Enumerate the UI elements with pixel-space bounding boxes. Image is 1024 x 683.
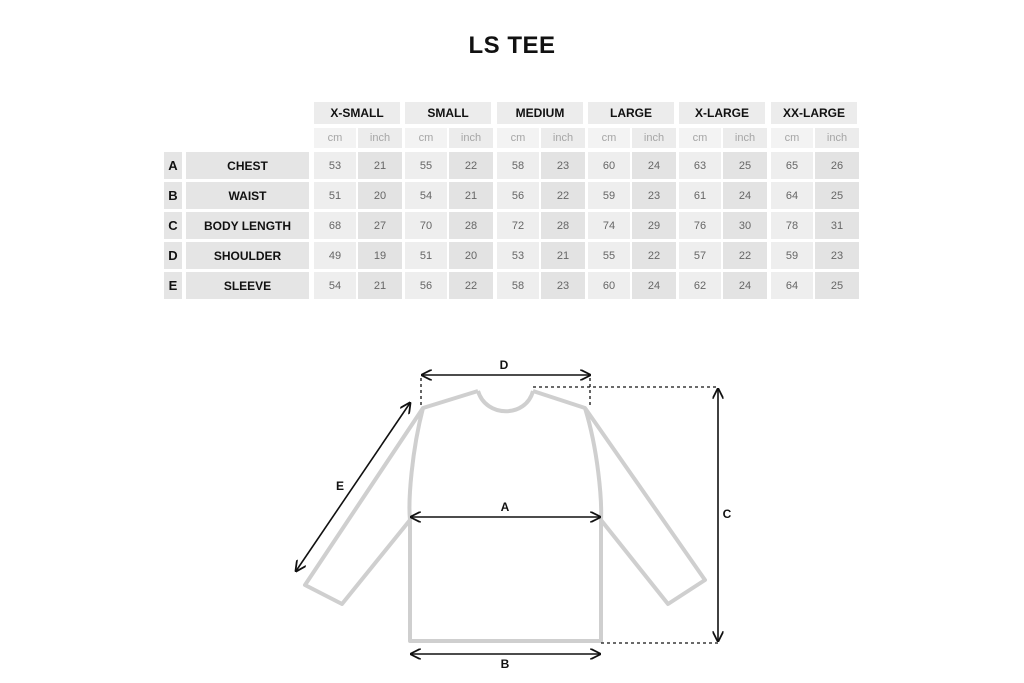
- unit-label-inch: inch: [449, 128, 493, 148]
- measurement-cell: 72: [497, 212, 539, 239]
- measurement-cell: 51: [405, 242, 447, 269]
- measurement-cell: 74: [588, 212, 630, 239]
- measurement-cell: 21: [358, 152, 402, 179]
- measurement-cell: 20: [358, 182, 402, 209]
- size-header-large: LARGE: [588, 102, 674, 124]
- measurement-cell: 68: [314, 212, 356, 239]
- measurement-cell: 55: [588, 242, 630, 269]
- measurement-cell: 59: [771, 242, 813, 269]
- dimension-e-sleeve: [296, 403, 410, 571]
- measurement-cell: 21: [449, 182, 493, 209]
- size-header-x-small: X-SMALL: [314, 102, 400, 124]
- size-header-xx-large: XX-LARGE: [771, 102, 857, 124]
- row-letter: C: [164, 212, 182, 239]
- measurement-cell: 20: [449, 242, 493, 269]
- dimension-d-label: D: [499, 358, 509, 372]
- shirt-neckline: [478, 391, 533, 411]
- measurement-cell: 49: [314, 242, 356, 269]
- measurement-cell: 23: [541, 152, 585, 179]
- unit-label-cm: cm: [588, 128, 630, 148]
- measurement-cell: 60: [588, 152, 630, 179]
- measurement-cell: 61: [679, 182, 721, 209]
- measurement-cell: 56: [497, 182, 539, 209]
- measurement-cell: 54: [314, 272, 356, 299]
- dimension-b-label: B: [500, 657, 510, 671]
- measurement-cell: 54: [405, 182, 447, 209]
- measurement-cell: 29: [632, 212, 676, 239]
- measurement-cell: 53: [497, 242, 539, 269]
- size-header-small: SMALL: [405, 102, 491, 124]
- measurement-cell: 64: [771, 272, 813, 299]
- unit-label-cm: cm: [314, 128, 356, 148]
- measurement-cell: 76: [679, 212, 721, 239]
- measurement-cell: 63: [679, 152, 721, 179]
- row-label: CHEST: [186, 152, 309, 179]
- measurement-cell: 56: [405, 272, 447, 299]
- measurement-cell: 23: [632, 182, 676, 209]
- measurement-cell: 19: [358, 242, 402, 269]
- measurement-cell: 59: [588, 182, 630, 209]
- dimension-c-body-length: [533, 387, 732, 643]
- measurement-cell: 24: [723, 182, 767, 209]
- measurement-cell: 21: [358, 272, 402, 299]
- unit-label-cm: cm: [497, 128, 539, 148]
- measurement-cell: 21: [541, 242, 585, 269]
- row-label: SHOULDER: [186, 242, 309, 269]
- unit-label-cm: cm: [771, 128, 813, 148]
- measurement-cell: 31: [815, 212, 859, 239]
- measurement-cell: 22: [632, 242, 676, 269]
- dimension-e-label: E: [335, 479, 345, 493]
- unit-label-inch: inch: [541, 128, 585, 148]
- measurement-cell: 55: [405, 152, 447, 179]
- dimension-b-waist: [411, 654, 600, 671]
- measurement-cell: 60: [588, 272, 630, 299]
- measurement-cell: 25: [723, 152, 767, 179]
- unit-label-inch: inch: [815, 128, 859, 148]
- measurement-cell: 28: [449, 212, 493, 239]
- measurement-cell: 27: [358, 212, 402, 239]
- measurement-cell: 58: [497, 152, 539, 179]
- measurement-cell: 22: [449, 272, 493, 299]
- unit-label-inch: inch: [632, 128, 676, 148]
- measurement-cell: 24: [632, 272, 676, 299]
- measurement-cell: 78: [771, 212, 813, 239]
- row-label: SLEEVE: [186, 272, 309, 299]
- measurement-cell: 58: [497, 272, 539, 299]
- measurement-cell: 57: [679, 242, 721, 269]
- measurement-cell: 25: [815, 272, 859, 299]
- measurement-cell: 65: [771, 152, 813, 179]
- measurement-cell: 62: [679, 272, 721, 299]
- measurement-cell: 23: [541, 272, 585, 299]
- dimension-c-label: C: [722, 507, 732, 521]
- unit-label-cm: cm: [405, 128, 447, 148]
- row-letter: E: [164, 272, 182, 299]
- unit-label-inch: inch: [723, 128, 767, 148]
- measurement-cell: 23: [815, 242, 859, 269]
- dimension-a-label: A: [500, 500, 510, 514]
- unit-label-cm: cm: [679, 128, 721, 148]
- dimension-a-chest: [411, 500, 600, 517]
- measurement-cell: 24: [723, 272, 767, 299]
- row-letter: A: [164, 152, 182, 179]
- shirt-outline: [305, 391, 705, 641]
- measurement-cell: 30: [723, 212, 767, 239]
- measurement-cell: 25: [815, 182, 859, 209]
- row-label: BODY LENGTH: [186, 212, 309, 239]
- size-header-x-large: X-LARGE: [679, 102, 765, 124]
- measurement-cell: 51: [314, 182, 356, 209]
- page-title: LS TEE: [468, 32, 556, 59]
- measurement-cell: 22: [541, 182, 585, 209]
- size-header-medium: MEDIUM: [497, 102, 583, 124]
- measurement-cell: 70: [405, 212, 447, 239]
- measurement-cell: 22: [449, 152, 493, 179]
- measurement-cell: 24: [632, 152, 676, 179]
- measurement-cell: 26: [815, 152, 859, 179]
- row-letter: D: [164, 242, 182, 269]
- row-letter: B: [164, 182, 182, 209]
- measurement-cell: 64: [771, 182, 813, 209]
- row-label: WAIST: [186, 182, 309, 209]
- measurement-cell: 53: [314, 152, 356, 179]
- unit-label-inch: inch: [358, 128, 402, 148]
- measurement-cell: 22: [723, 242, 767, 269]
- measurement-cell: 28: [541, 212, 585, 239]
